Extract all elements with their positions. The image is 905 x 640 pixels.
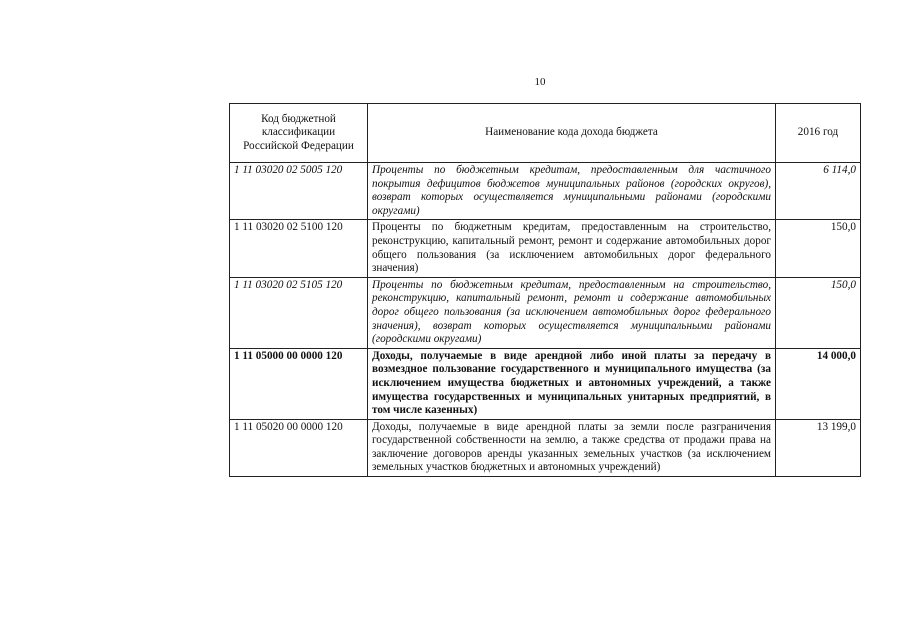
table-row <box>230 163 861 220</box>
table-row <box>230 220 861 277</box>
page-number: 10 <box>534 76 546 88</box>
table-row <box>230 419 861 476</box>
row-code: 1 11 05000 00 0000 120 <box>230 348 368 419</box>
header-name: Наименование кода дохода бюджета <box>368 104 776 163</box>
row-name: Доходы, получаемые в виде арендной платы за земли после разграничения государственной собственности на землю, а также средства от продажи права на заключение договоров аренды указанных земельных участков (за исключением земельных участков бюджетных и автономных учреждений) <box>368 419 776 476</box>
row-name: Доходы, получаемые в виде арендной либо иной платы за передачу в возмездное пользование государственного и муниципального имущества (за исключением имущества бюджетных и автономных учреждений, а также имущества государственных и муниципальных унитарных предприятий, в том числе казенных) <box>368 348 776 419</box>
row-name: Проценты по бюджетным кредитам, предоставленным на строительство, реконструкцию, капитальный ремонт, ремонт и содержание автомобильных дорог общего пользования (за исключением автомобильных дорог федерального значения), возврат которых осуществляется муниципальными районами (городскими округами) <box>368 277 776 348</box>
row-code: 1 11 03020 02 5105 120 <box>230 277 368 348</box>
row-code: 1 11 03020 02 5100 120 <box>230 220 368 277</box>
row-amount: 14 000,0 <box>776 348 861 419</box>
table-header-row <box>230 104 861 163</box>
row-name: Проценты по бюджетным кредитам, предоставленным для частичного покрытия дефицитов бюджетов муниципальных районов (городских округов), возврат которых осуществляется муниципальными районами (городскими округами) <box>368 163 776 220</box>
header-year: 2016 год <box>776 104 861 163</box>
row-amount: 150,0 <box>776 277 861 348</box>
row-name: Проценты по бюджетным кредитам, предоставленным на строительство, реконструкцию, капитальный ремонт, ремонт и содержание автомобильных дорог общего пользования (за исключением автомобильных дорог федерального значения) <box>368 220 776 277</box>
budget-revenue-table <box>229 103 861 477</box>
row-amount: 150,0 <box>776 220 861 277</box>
row-amount: 13 199,0 <box>776 419 861 476</box>
row-amount: 6 114,0 <box>776 163 861 220</box>
table-row <box>230 277 861 348</box>
row-code: 1 11 05020 00 0000 120 <box>230 419 368 476</box>
header-code: Код бюджетной классификации Российской Федерации <box>230 104 368 163</box>
table-row <box>230 348 861 419</box>
row-code: 1 11 03020 02 5005 120 <box>230 163 368 220</box>
